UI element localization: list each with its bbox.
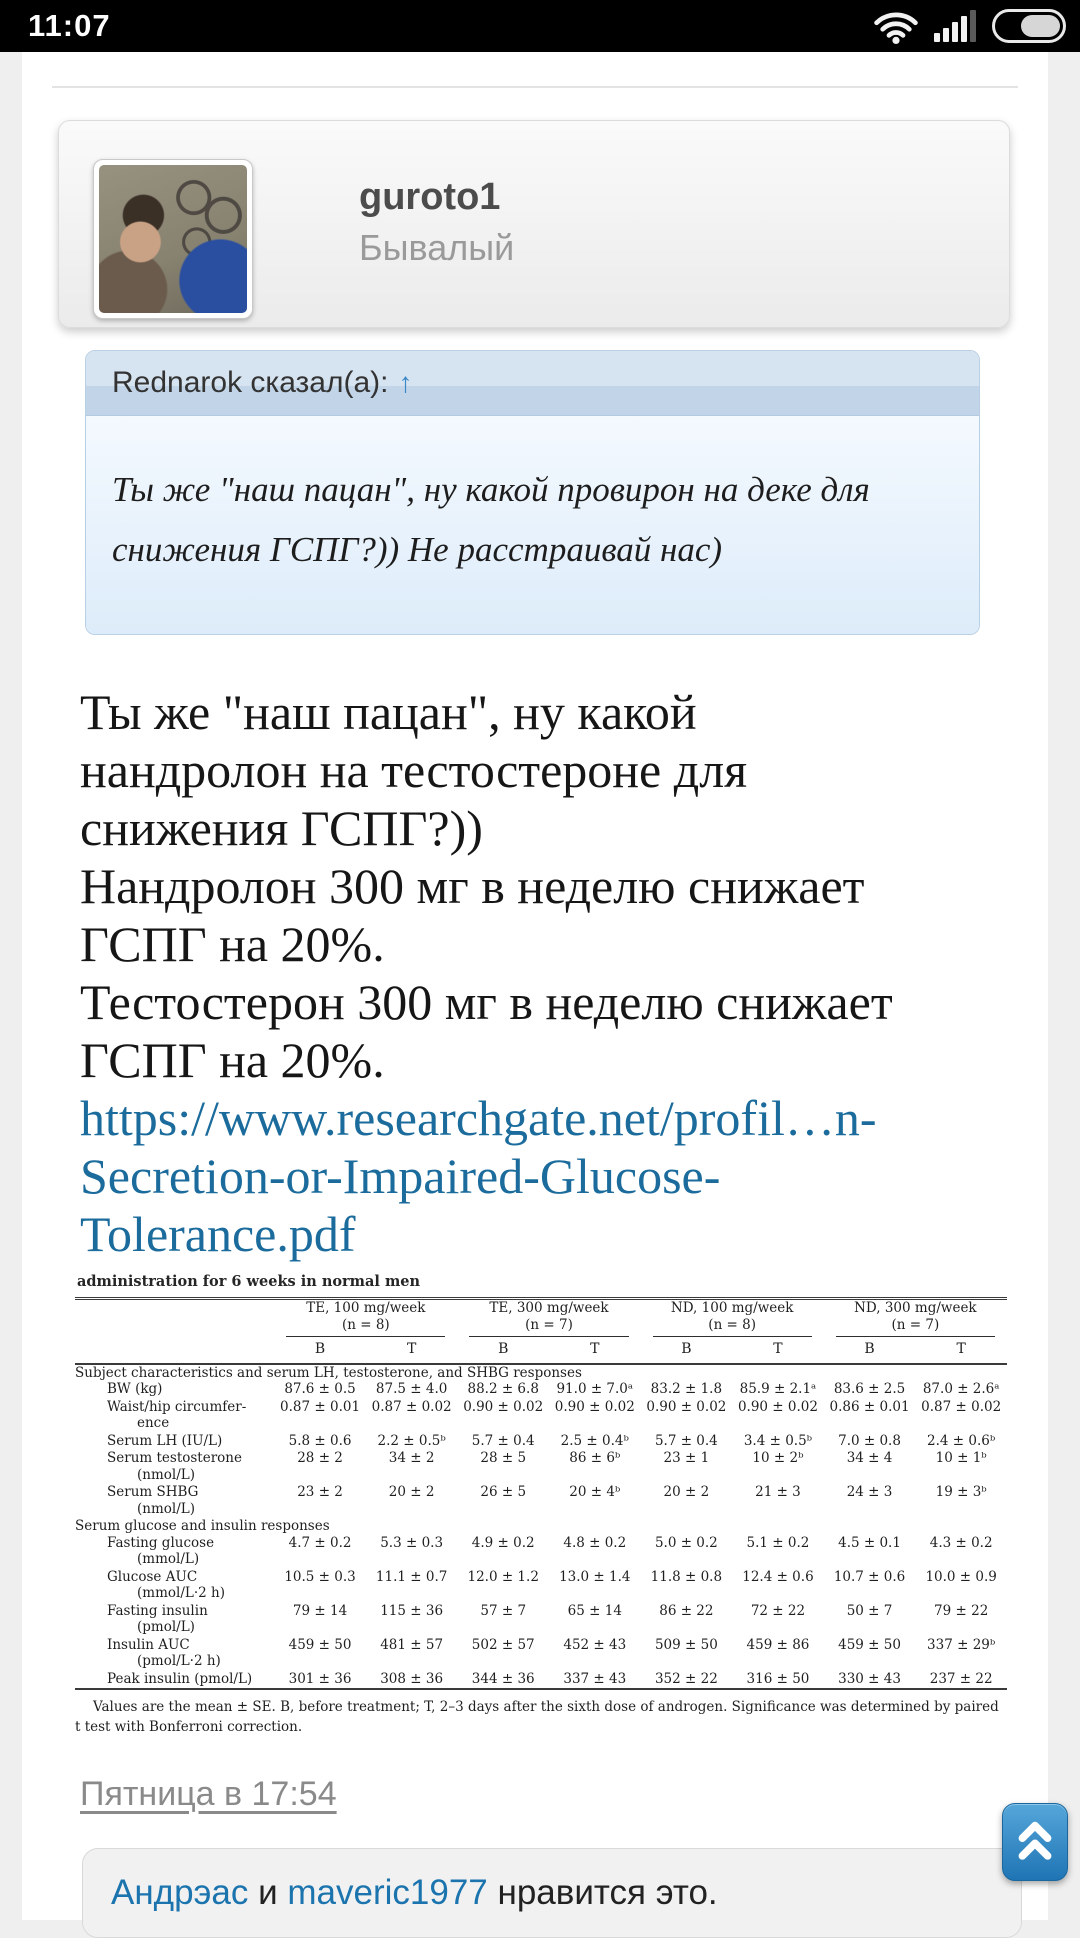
group-header-underline (286, 1300, 445, 1337)
value-cell: 10 ± 2ᵇ (752, 1450, 804, 1466)
value-cell: 87.6 ± 0.5 (284, 1381, 356, 1397)
value-cell: 20 ± 2 (388, 1484, 435, 1500)
group-n: (n = 7) (891, 1316, 940, 1333)
user-rank: Бывалый (359, 227, 515, 268)
treatment-group-header (457, 1299, 640, 1338)
quote-attribution: Rednarok сказал(а): (112, 366, 389, 399)
value-cell: 0.90 ± 0.02 (646, 1398, 727, 1415)
value-cell: 87.5 ± 4.0 (375, 1381, 448, 1397)
value-cell: 91.0 ± 7.0ᵃ (556, 1381, 634, 1397)
value-cell: 344 ± 36 (471, 1670, 535, 1687)
value-cell: 23 ± 2 (297, 1484, 343, 1500)
avatar[interactable] (93, 159, 253, 319)
post-text-line: ГСПГ на 20%. (80, 916, 385, 972)
subheader-cell: B (457, 1337, 549, 1364)
value-cell: 0.90 ± 0.02 (554, 1398, 635, 1415)
subheader-cell: T (732, 1337, 824, 1364)
group-header-underline (469, 1300, 628, 1337)
table-row (75, 1484, 1007, 1518)
table-head (75, 1299, 1007, 1364)
table-row (75, 1450, 1007, 1484)
value-cell: 50 ± 7 (846, 1602, 893, 1619)
value-cell: 79 ± 22 (934, 1602, 989, 1619)
table-caption: administration for 6 weeks in normal men (77, 1273, 421, 1290)
value-cell: 19 ± 3ᵇ (935, 1484, 987, 1500)
scroll-top-button[interactable] (1002, 1803, 1068, 1881)
section-row (75, 1518, 1007, 1535)
value-cell: 10.5 ± 0.3 (284, 1568, 356, 1585)
row-label-unit: (pmol/L) (137, 1619, 195, 1635)
value-cell: 0.87 ± 0.02 (371, 1398, 452, 1415)
value-cell: 34 ± 4 (846, 1450, 893, 1466)
value-cell: 301 ± 36 (288, 1670, 352, 1687)
row-label-line: Fasting insulin (107, 1602, 208, 1619)
subheader-cell: T (549, 1337, 641, 1364)
subheader-cell: B (641, 1337, 733, 1364)
username-link[interactable]: guroto1 (359, 176, 501, 218)
status-icons (874, 0, 1066, 52)
group-label: TE, 100 mg/week (306, 1300, 426, 1316)
group-header-underline (836, 1300, 995, 1337)
value-cell: 26 ± 5 (480, 1484, 527, 1500)
subheader-cell: T (366, 1337, 458, 1364)
value-cell: 237 ± 22 (929, 1670, 993, 1687)
value-cell: 79 ± 14 (292, 1602, 348, 1619)
group-n: (n = 7) (525, 1316, 573, 1333)
value-cell: 11.8 ± 0.8 (650, 1568, 723, 1585)
section-title: Subject characteristics and serum LH, testosterone, and SHBG responses (75, 1364, 582, 1381)
value-cell: 337 ± 29ᵇ (927, 1636, 996, 1653)
status-time: 11:07 (28, 8, 111, 43)
value-cell: 509 ± 50 (654, 1636, 718, 1653)
value-cell: 28 ± 2 (297, 1450, 343, 1466)
row-label-line: Peak insulin (pmol/L) (107, 1670, 253, 1687)
post-text-line: нандролон на тестостероне для (80, 742, 748, 798)
group-label: TE, 300 mg/week (489, 1300, 609, 1316)
table-row (75, 1399, 1007, 1433)
value-cell: 57 ± 7 (480, 1602, 527, 1619)
value-cell: 481 ± 57 (380, 1636, 444, 1653)
row-label (75, 1637, 274, 1671)
value-cell: 3.4 ± 0.5ᵇ (743, 1432, 813, 1449)
value-cell: 459 ± 50 (838, 1636, 901, 1653)
row-label-line: Waist/hip circumfer- (107, 1398, 247, 1415)
row-label (75, 1603, 274, 1637)
double-chevron-up-icon (1013, 1818, 1057, 1866)
likes-suffix: нравится это. (487, 1873, 718, 1912)
subheader-cell: B (274, 1337, 366, 1364)
value-cell: 4.3 ± 0.2 (929, 1534, 993, 1551)
row-label-unit: (nmol/L) (137, 1500, 195, 1517)
table-row (75, 1433, 1007, 1451)
row-label (75, 1450, 274, 1484)
liker-link[interactable]: maveric1977 (287, 1873, 488, 1912)
value-cell: 5.0 ± 0.2 (654, 1534, 718, 1551)
value-cell: 10 ± 1ᵇ (935, 1450, 987, 1466)
value-cell: 452 ± 43 (563, 1636, 627, 1653)
value-cell: 10.0 ± 0.9 (925, 1568, 997, 1585)
value-cell: 7.0 ± 0.8 (838, 1432, 901, 1449)
group-n: (n = 8) (341, 1316, 390, 1333)
value-cell: 5.8 ± 0.6 (288, 1432, 352, 1449)
value-cell: 316 ± 50 (746, 1670, 810, 1687)
value-cell: 11.1 ± 0.7 (375, 1568, 448, 1585)
row-label (75, 1399, 274, 1433)
subheader-row (75, 1337, 1007, 1364)
post-text-line: снижения ГСПГ?)) (80, 800, 483, 856)
value-cell: 34 ± 2 (388, 1450, 435, 1466)
empty-cell (75, 1299, 274, 1338)
likes-bar (82, 1848, 1022, 1938)
table-row (75, 1381, 1007, 1399)
row-label (75, 1671, 274, 1690)
value-cell: 5.3 ± 0.3 (380, 1534, 444, 1551)
quote-text-line: снижения ГСПГ?)) Не расстраивай нас) (112, 530, 723, 569)
value-cell: 5.7 ± 0.4 (654, 1432, 718, 1449)
value-cell: 65 ± 14 (567, 1602, 622, 1619)
value-cell: 4.7 ± 0.2 (288, 1534, 352, 1551)
table-row (75, 1569, 1007, 1603)
post-body (80, 683, 1008, 1263)
row-label (75, 1484, 274, 1518)
post-text-line: Нандролон 300 мг в неделю снижает (80, 858, 865, 914)
value-cell: 83.6 ± 2.5 (833, 1381, 906, 1397)
treatment-group-header (641, 1299, 824, 1338)
member-card (58, 120, 1010, 328)
value-cell: 87.0 ± 2.6ᵃ (922, 1381, 1000, 1397)
row-label-unit: (nmol/L) (137, 1466, 195, 1483)
row-label-unit: (mmol/L·2 h) (137, 1585, 225, 1601)
row-label-line: Glucose AUC (107, 1568, 198, 1585)
value-cell: 4.9 ± 0.2 (471, 1534, 535, 1551)
value-cell: 0.87 ± 0.02 (921, 1398, 1002, 1415)
row-label-unit: ence (137, 1415, 170, 1431)
value-cell: 24 ± 3 (846, 1484, 893, 1500)
value-cell: 5.1 ± 0.2 (746, 1534, 810, 1551)
row-label (75, 1535, 274, 1569)
row-label-line: Insulin AUC (107, 1636, 190, 1653)
value-cell: 86 ± 6ᵇ (569, 1450, 621, 1466)
value-cell: 13.0 ± 1.4 (559, 1568, 631, 1585)
row-label (75, 1381, 274, 1399)
value-cell: 5.7 ± 0.4 (471, 1432, 535, 1449)
row-label-unit: (mmol/L) (137, 1551, 200, 1567)
treatment-group-header (824, 1299, 1007, 1338)
researchgate-link[interactable]: https://www.researchgate.net/profil…n- Secretion-or-Impaired-Glucose- Tolerance.pdf (80, 1090, 877, 1262)
value-cell: 352 ± 22 (654, 1670, 718, 1687)
value-cell: 2.2 ± 0.5ᵇ (377, 1432, 446, 1449)
quote-jump-arrow-icon[interactable]: ↑ (398, 367, 413, 398)
value-cell: 12.4 ± 0.6 (742, 1568, 814, 1585)
row-label (75, 1569, 274, 1603)
value-cell: 4.8 ± 0.2 (563, 1534, 627, 1551)
status-bar (0, 0, 1080, 52)
post-text-line: Тестостерон 300 мг в неделю снижает (80, 974, 893, 1030)
subheader-cell: B (824, 1337, 916, 1364)
group-header-row (75, 1299, 1007, 1338)
value-cell: 12.0 ± 1.2 (467, 1568, 539, 1585)
row-label (75, 1433, 274, 1451)
table-footnote: Values are the mean ± SE. B, before treatment; T, 2–3 days after the sixth dose of androgen. Significance was determined by paired t test with Bonferroni correction. (75, 1699, 999, 1735)
results-table (75, 1297, 1007, 1690)
table-row (75, 1535, 1007, 1569)
value-cell: 72 ± 22 (750, 1602, 806, 1619)
quote-body (86, 416, 979, 634)
value-cell: 2.5 ± 0.4ᵇ (560, 1432, 629, 1449)
value-cell: 83.2 ± 1.8 (650, 1381, 723, 1397)
wifi-icon (874, 8, 918, 44)
value-cell: 330 ± 43 (838, 1670, 901, 1687)
post-datetime-link[interactable]: Пятница в 17:54 (80, 1775, 337, 1813)
quote-block (85, 350, 980, 635)
value-cell: 459 ± 86 (746, 1636, 810, 1653)
value-cell: 0.90 ± 0.02 (737, 1398, 818, 1415)
group-label: ND, 100 mg/week (670, 1300, 794, 1316)
quote-header (86, 351, 979, 416)
value-cell: 28 ± 5 (480, 1450, 527, 1466)
value-cell: 2.4 ± 0.6ᵇ (927, 1432, 996, 1449)
post-text-line: Ты же "наш пацан", ну какой (80, 684, 697, 740)
row-label-line: Fasting glucose (107, 1534, 215, 1551)
group-n: (n = 8) (708, 1316, 757, 1333)
treatment-group-header (274, 1299, 457, 1338)
value-cell: 0.90 ± 0.02 (463, 1398, 544, 1415)
section-row (75, 1364, 1007, 1382)
table-row (75, 1637, 1007, 1671)
table-row (75, 1671, 1007, 1690)
row-label-line: Serum testosterone (107, 1450, 242, 1466)
value-cell: 4.5 ± 0.1 (838, 1534, 901, 1551)
value-cell: 115 ± 36 (380, 1602, 444, 1619)
table-row (75, 1603, 1007, 1637)
value-cell: 0.87 ± 0.01 (280, 1398, 361, 1415)
empty-cell (75, 1337, 274, 1364)
value-cell: 21 ± 3 (755, 1484, 801, 1500)
value-cell: 308 ± 36 (380, 1670, 444, 1687)
post-text-line: ГСПГ на 20%. (80, 1032, 385, 1088)
group-label: ND, 300 mg/week (854, 1300, 977, 1316)
row-label-line: Serum SHBG (107, 1484, 199, 1500)
value-cell: 85.9 ± 2.1ᵃ (739, 1381, 817, 1397)
value-cell: 0.86 ± 0.01 (829, 1398, 910, 1415)
value-cell: 502 ± 57 (471, 1636, 535, 1653)
value-cell: 88.2 ± 6.8 (467, 1381, 539, 1397)
group-header-underline (653, 1300, 812, 1337)
likes-joiner: и (248, 1873, 288, 1912)
row-label-unit: (pmol/L·2 h) (137, 1653, 221, 1669)
battery-icon (992, 9, 1066, 43)
section-title: Serum glucose and insulin responses (75, 1518, 330, 1534)
value-cell: 337 ± 43 (563, 1670, 627, 1687)
value-cell: 20 ± 2 (663, 1484, 710, 1500)
liker-link[interactable]: Андрэас (111, 1873, 249, 1912)
row-label-line: BW (kg) (107, 1381, 163, 1397)
table-body (75, 1364, 1007, 1690)
quote-text-line: Ты же "наш пацан", ну какой провирон на деке для (112, 470, 870, 509)
signal-bars-icon (934, 10, 976, 42)
value-cell: 459 ± 50 (288, 1636, 352, 1653)
row-label-line: Serum LH (IU/L) (107, 1432, 223, 1449)
value-cell: 10.7 ± 0.6 (833, 1568, 906, 1585)
subheader-cell: T (915, 1337, 1007, 1364)
attached-table-image[interactable] (75, 1273, 1030, 1737)
page (22, 52, 1048, 1920)
value-cell: 23 ± 1 (663, 1450, 710, 1466)
value-cell: 20 ± 4ᵇ (569, 1484, 621, 1500)
value-cell: 86 ± 22 (659, 1602, 714, 1619)
divider (52, 86, 1018, 88)
